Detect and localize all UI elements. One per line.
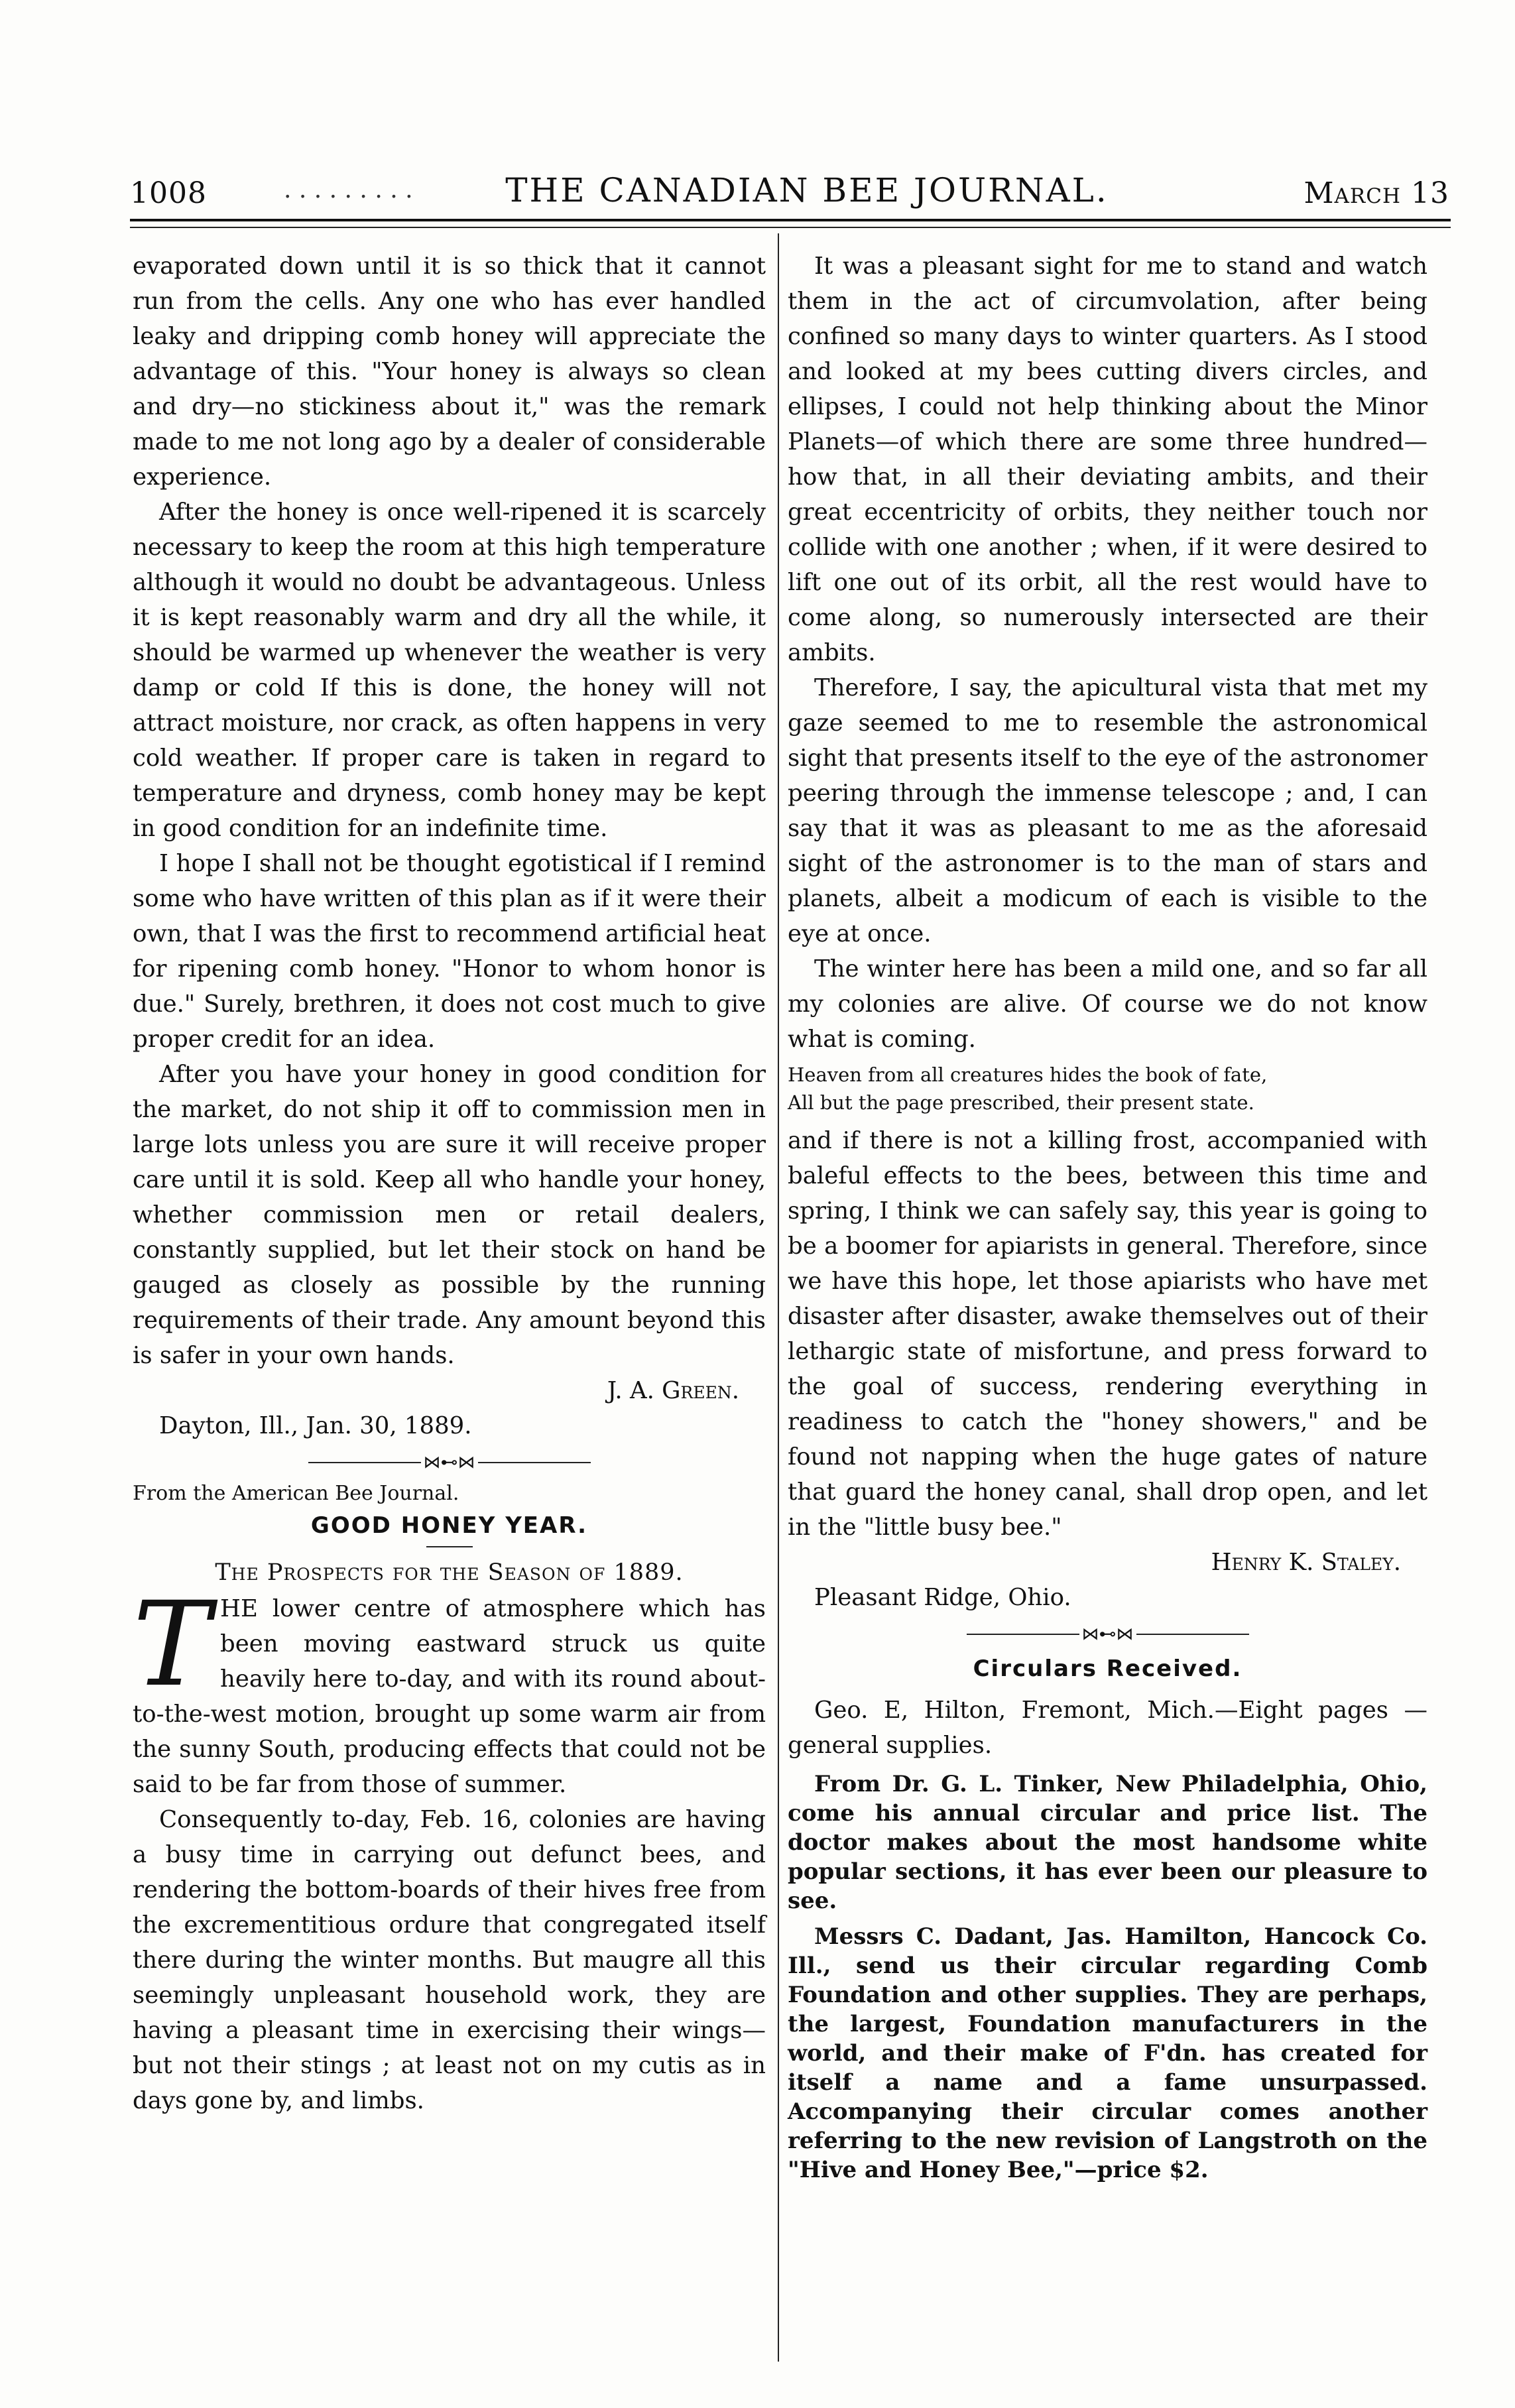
article-source: From the American Bee Journal. [133, 1482, 459, 1505]
circulars-headline: Circulars Received. [973, 1656, 1242, 1682]
article-paragraph: The winter here has been a mild one, and so far all my colonies are alive. Of course we do not know what is coming. [788, 955, 1427, 1053]
page-number: 1008 [130, 176, 207, 210]
poem-quote [788, 1061, 1427, 1116]
issue-date: March 13 [1303, 176, 1449, 210]
section-ornament [133, 1447, 766, 1477]
circular-entry: Geo. E, Hilton, Fremont, Mich.—Eight pages —general supplies. [788, 1697, 1427, 1759]
article-paragraph: and if there is not a killing frost, accompanied with baleful effects to the bees, between this time and spring, I think we can safely say, this year is going to be a boomer for apiarists in general. Therefore, since we have this hope, let those apiarists who have met disaster after disaster, awake themselves out of their lethargic state of misfortune, and press forward to the goal of success, rendering everything in readiness to catch the "honey showers," and be found not napping when the huge gates of nature that guard the honey canal, shall drop open, and let in the "little busy bee." [788, 1127, 1427, 1541]
ornament-glyph: ⋈⊷⋈ [423, 1453, 475, 1473]
dateline: Dayton, Ill., Jan. 30, 1889. [159, 1412, 472, 1439]
article-paragraph [133, 1577, 766, 1802]
header-rule-thin [130, 227, 1451, 228]
column-divider [778, 233, 779, 2362]
section-ornament [788, 1619, 1427, 1649]
right-column [788, 249, 1427, 2185]
leader-dots: . . . . . . . . . [284, 176, 413, 204]
ornament-glyph: ⋈⊷⋈ [1081, 1624, 1134, 1644]
article-paragraph: I hope I shall not be thought egotistical if I remind some who have written of this plan as if it were their own, that I was the first to recommend artificial heat for ripening comb honey. "Honor to whom honor is due." Surely, brethren, it does not cost much to give proper credit for an idea. [133, 850, 766, 1053]
article-paragraph: It was a pleasant sight for me to stand and watch them in the act of circumvolation, after being confined so many days to winter quarters. As I stood and looked at my bees cutting divers circles, and ellipses, I could not help thinking about the Minor Planets—of which there are some three hundred—how that, in all their deviating ambits, and their great eccentricity of orbits, they neither touch nor collide with one another ; when, if it were desired to lift one out of its orbit, all the rest would have to come along, so numerously intersected are their ambits. [788, 253, 1427, 666]
short-rule [426, 1546, 473, 1547]
article-headline: GOOD HONEY YEAR. [310, 1512, 588, 1539]
author-signature: J. A. Green. [607, 1377, 739, 1404]
dateline: Pleasant Ridge, Ohio. [814, 1584, 1071, 1611]
article-paragraph: evaporated down until it is so thick that it cannot run from the cells. Any one who has ever handled leaky and dripping comb honey will appreciate the advantage of this. "Your honey is always so clean and dry—no stickiness about it," was the remark made to me not long ago by a dealer of considerable experience. [133, 253, 766, 491]
article-paragraph: After the honey is once well-ripened it is scarcely necessary to keep the room at this high temperature although it would no doubt be advantageous. Unless it is kept reasonably warm and dry all the while, it should be warmed up whenever the weather is very damp or cold If this is done, the honey will not attract moisture, nor crack, as often happens in very cold weather. If proper care is taken in regard to temperature and dryness, comb honey may be kept in good condition for an indefinite time. [133, 499, 766, 842]
journal-title: THE CANADIAN BEE JOURNAL. [505, 171, 1109, 210]
poem-line: All but the page prescribed, their present state. [788, 1091, 1254, 1114]
dropcap-paragraph-text: HE lower centre of atmosphere which has been moving eastward struck us quite heavily here to-day, and with its round about-to-the-west motion, brought up some warm air from the sunny South, producing effects that could not be said to be far from those of summer. [133, 1595, 766, 1798]
drop-cap: T [133, 1577, 211, 1713]
left-column [133, 249, 766, 2118]
article-paragraph: After you have your honey in good condition for the market, do not ship it off to commission men in large lots unless you are sure it will receive proper care until it is sold. Keep all who handle your honey, whether commission men or retail dealers, constantly supplied, but let their stock on hand be gauged as closely as possible by the running requirements of their trade. Any amount beyond this is safer in your own hands. [133, 1061, 766, 1369]
circular-entry: Messrs C. Dadant, Jas. Hamilton, Hancock Co. Ill., send us their circular regarding Comb Foundation and other supplies. They are perhaps, the largest, Foundation manufacturers in the world, and their make of F'dn. has created for itself a name and a fame unsurpassed. Accompanying their circular comes another referring to the new revision of Langstroth on the "Hive and Honey Bee,"—price $2. [788, 1923, 1427, 2183]
article-subhead: The Prospects for the Season of 1889. [215, 1559, 684, 1586]
page-header [130, 171, 1449, 217]
poem-line: Heaven from all creatures hides the book of fate, [788, 1063, 1268, 1086]
header-rule-thick [130, 219, 1451, 221]
author-signature: Henry K. Staley. [1211, 1549, 1401, 1576]
circular-entry: From Dr. G. L. Tinker, New Philadelphia, Ohio, come his annual circular and price list. The doctor makes about the most handsome white popular sections, it has ever been our pleasure to see. [788, 1771, 1427, 1914]
article-paragraph: Consequently to-day, Feb. 16, colonies are having a busy time in carrying out defunct bees, and rendering the bottom-boards of their hives free from the excrementitious ordure that congregated itself there during the winter months. But maugre all this seemingly unpleasant household work, they are having a pleasant time in exercising their wings—but not their stings ; at least not on my cutis as in days gone by, and limbs. [133, 1806, 766, 2114]
article-paragraph: Therefore, I say, the apicultural vista that met my gaze seemed to me to resemble the astronomical sight that presents itself to the eye of the astronomer peering through the immense telescope ; and, I can say that it was as pleasant to me as the aforesaid sight of the astronomer is to the man of stars and planets, albeit a modicum of each is visible to the eye at once. [788, 674, 1427, 947]
